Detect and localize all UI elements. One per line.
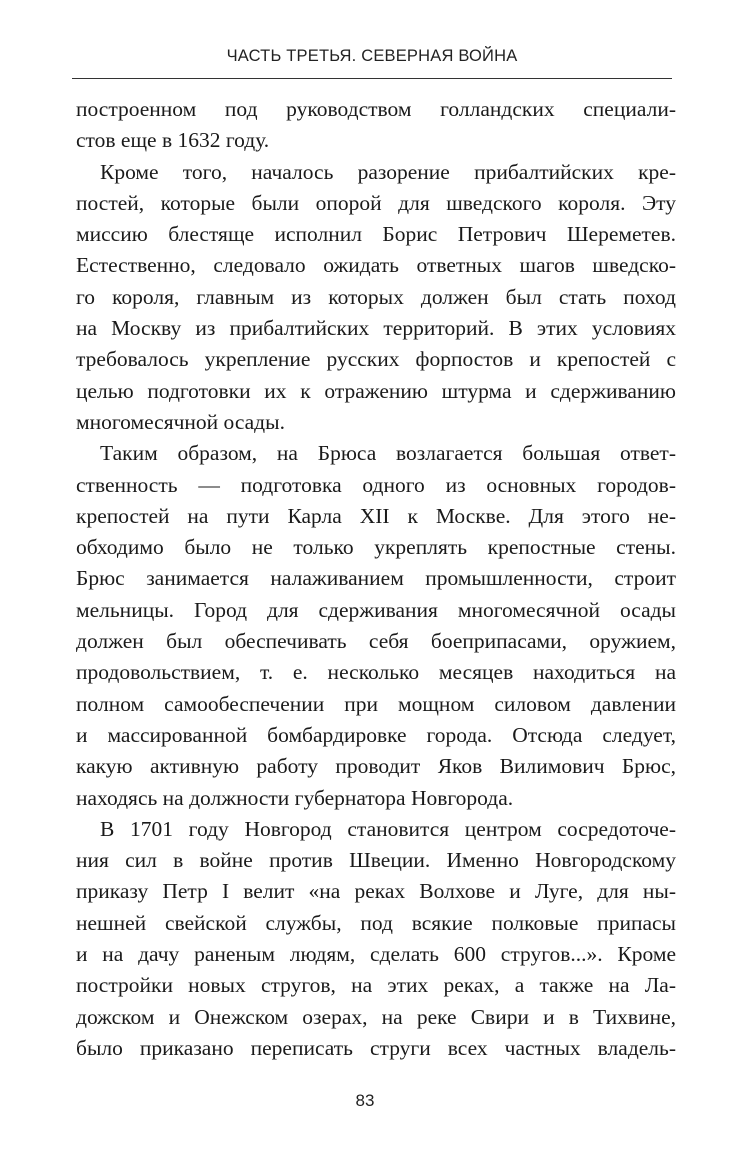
text-line: постей, которые были опорой для шведского короля. Эту [76, 190, 676, 215]
text-line: многомесячной осады. [76, 409, 285, 434]
text-line: приказу Петр I велит «на реках Волхове и Луге, для ны- [76, 879, 676, 904]
text-line: требовалось укрепление русских форпостов и крепостей с [76, 347, 676, 372]
text-line: дожском и Онежском озерах, на реке Свири и в Тихвине, [76, 1004, 676, 1029]
text-line: обходимо было не только укреплять крепостные стены. [76, 535, 676, 560]
page-number: 83 [355, 1091, 375, 1110]
body-text [76, 94, 676, 1064]
text-line: продовольствием, т. е. несколько месяцев находиться на [76, 660, 676, 685]
text-line: Брюс занимается налаживанием промышленности, строит [76, 566, 676, 591]
text-line: и на дачу раненым людям, сделать 600 стругов...». Кроме [76, 942, 676, 967]
text-line: Кроме того, началось разорение прибалтийских кре- [100, 159, 676, 184]
text-line: ственность — подготовка одного из основных городов- [76, 472, 676, 497]
text-line: го короля, главным из которых должен был стать поход [76, 284, 676, 309]
text-line: миссию блестяще исполнил Борис Петрович Шереметев. [76, 222, 676, 247]
text-line: нешней свейской службы, под всякие полковые припасы [76, 910, 676, 935]
text-line: построенном под руководством голландских специали- [76, 97, 676, 121]
text-line: должен был обеспечивать себя боеприпасами, оружием, [76, 629, 676, 654]
running-header: ЧАСТЬ ТРЕТЬЯ. СЕВЕРНАЯ ВОЙНА [226, 47, 518, 65]
text-line: Естественно, следовало ожидать ответных шагов шведско- [76, 253, 676, 278]
text-line: ния сил в войне против Швеции. Именно Новгородскому [76, 848, 676, 873]
text-line: В 1701 году Новгород становится центром сосредоточе- [100, 816, 676, 841]
text-line: мельницы. Город для сдерживания многомесячной осады [76, 597, 676, 622]
text-line: было приказано переписать струги всех частных владель- [76, 1035, 676, 1060]
text-line: и массированной бомбардировке города. Отсюда следует, [76, 722, 676, 747]
text-line: находясь на должности губернатора Новгорода. [76, 785, 514, 810]
text-line: стов еще в 1632 году. [76, 128, 270, 153]
header-divider [72, 78, 672, 79]
text-line: полном самообеспечении при мощном силовом давлении [76, 691, 676, 716]
text-line: Таким образом, на Брюса возлагается большая ответ- [100, 441, 676, 466]
text-line: крепостей на пути Карла XII к Москве. Для этого не- [76, 503, 676, 528]
text-line: целью подготовки их к отражению штурма и сдерживанию [76, 378, 676, 403]
text-line: какую активную работу проводит Яков Вилимович Брюс, [76, 754, 676, 779]
text-line: на Москву из прибалтийских территорий. В этих условиях [76, 316, 676, 341]
text-line: постройки новых стругов, на этих реках, а также на Ла- [76, 973, 676, 998]
